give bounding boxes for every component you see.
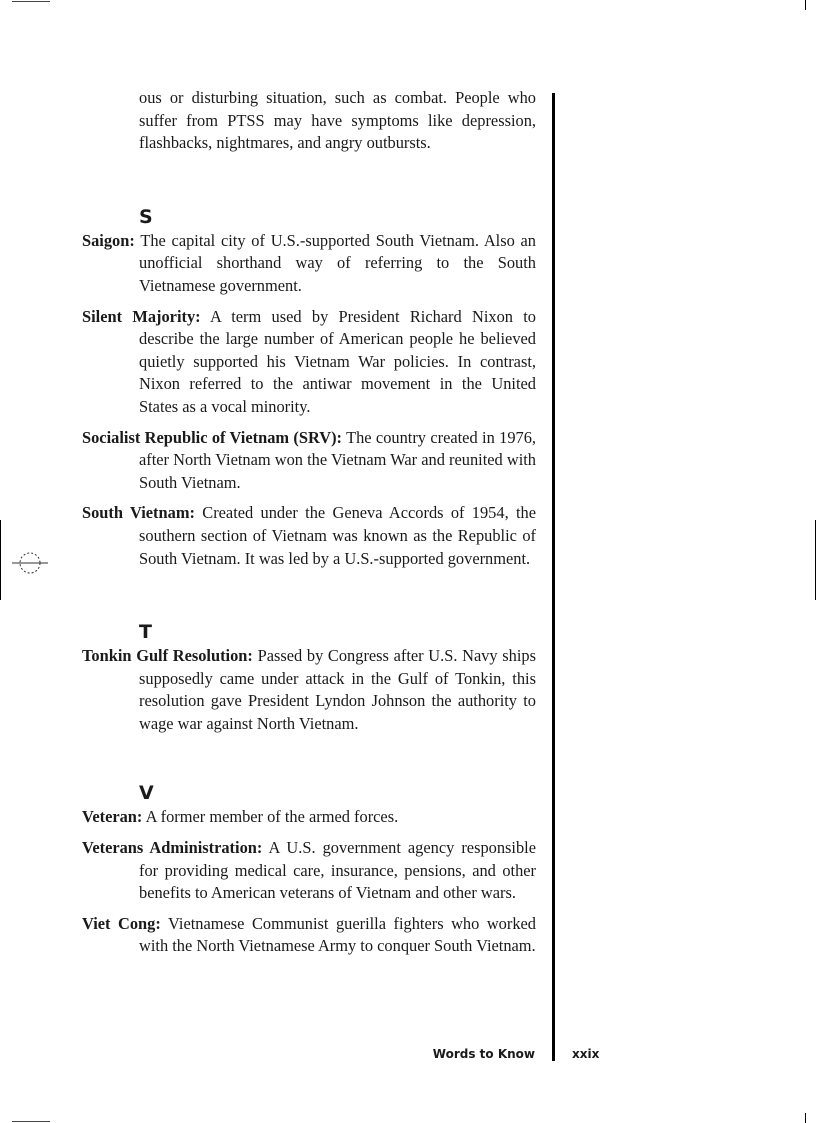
bleed-line-bottom-right bbox=[805, 1113, 806, 1123]
glossary-entry bbox=[82, 913, 536, 958]
continued-definition: ous or disturbing situation, such as combat. People who suffer from PTSS may have symptoms like depression, flashbacks, nightmares, and angry outbursts. bbox=[139, 88, 536, 153]
glossary-entry bbox=[82, 806, 536, 829]
entry-definition: Created under the Geneva Accords of 1954, the southern section of Vietnam was known as the Republic of South Vietnam. It was led by a U.S.-supported government. bbox=[139, 503, 536, 568]
entry-definition: The country created in 1976, after North Vietnam won the Vietnam War and reunited with South Vietnam. bbox=[139, 427, 537, 492]
registration-mark-icon bbox=[0, 520, 60, 600]
entry-term: Tonkin Gulf Resolution: bbox=[82, 646, 253, 666]
entry-term: Veterans Administration: bbox=[82, 838, 263, 858]
section-letter: V bbox=[139, 782, 154, 805]
page-number: xxix bbox=[572, 1047, 600, 1061]
bleed-line-top-right bbox=[805, 0, 806, 10]
section-letter: S bbox=[139, 205, 153, 228]
crop-mark-bottom-left bbox=[12, 1121, 50, 1122]
entry-definition: Vietnamese Communist guerilla fighters who worked with the North Vietnamese Army to conquer South Vietnam. bbox=[139, 913, 536, 956]
margin-rule bbox=[552, 93, 555, 1061]
entry-definition: The capital city of U.S.-supported South Vietnam. Also an unofficial shorthand way of referring to the South Vietnamese government. bbox=[139, 230, 537, 295]
section-s bbox=[82, 205, 536, 570]
section-t bbox=[82, 620, 536, 735]
glossary-entry bbox=[82, 230, 536, 298]
entry-term: Viet Cong: bbox=[82, 913, 161, 933]
entry-definition: A term used by President Richard Nixon to describe the large number of American people he believed quietly supported his Vietnam War policies. In contrast, Nixon referred to the antiwar movement in the United States as a vocal minority. bbox=[139, 306, 537, 416]
running-footer-title: Words to Know bbox=[432, 1047, 535, 1061]
entry-definition: A U.S. government agency responsible for providing medical care, insurance, pensions, and other benefits to American veterans of Vietnam and other wars. bbox=[139, 838, 536, 903]
glossary-entry bbox=[82, 427, 536, 495]
section-v bbox=[82, 781, 536, 958]
entry-term: Silent Majority: bbox=[82, 306, 201, 326]
glossary-column bbox=[82, 87, 536, 966]
glossary-entry bbox=[82, 502, 536, 570]
glossary-entry bbox=[82, 306, 536, 419]
glossary-entry bbox=[82, 837, 536, 905]
entry-term: South Vietnam: bbox=[82, 503, 195, 523]
entry-definition: A former member of the armed forces. bbox=[145, 807, 399, 827]
entry-term: Socialist Republic of Vietnam (SRV): bbox=[82, 427, 342, 447]
glossary-entry bbox=[82, 645, 536, 735]
crop-mark-top-left bbox=[12, 1, 50, 2]
entry-definition: Passed by Congress after U.S. Navy ships supposedly came under attack in the Gulf of Tonkin, this resolution gave President Lyndon Johnson the authority to wage war against North Vietnam. bbox=[139, 646, 537, 733]
entry-term: Saigon: bbox=[82, 230, 135, 250]
entry-term: Veteran: bbox=[82, 807, 143, 827]
section-letter: T bbox=[139, 621, 152, 644]
